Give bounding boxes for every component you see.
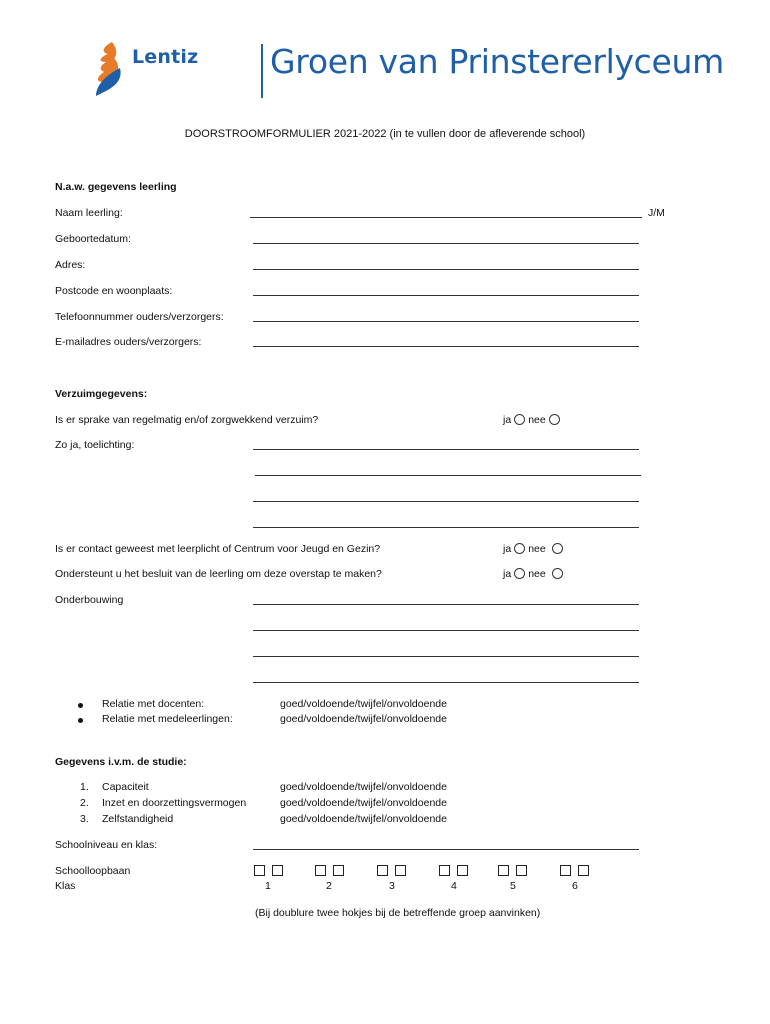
q-leerplicht-options bbox=[503, 543, 566, 555]
label-capaciteit: Capaciteit bbox=[102, 781, 149, 793]
school-name: Groen van Prinstererlyceum bbox=[270, 42, 724, 81]
label-zelfstandigheid: Zelfstandigheid bbox=[102, 813, 174, 825]
scale-relatie-medeleerlingen[interactable]: goed/voldoende/twijfel/onvoldoende bbox=[280, 713, 447, 725]
checkbox-klas-3a[interactable] bbox=[377, 865, 388, 876]
doublure-note: (Bij doublure twee hokjes bij de betreffende groep aanvinken) bbox=[255, 907, 541, 919]
lentiz-logo bbox=[90, 40, 220, 102]
label-postcode: Postcode en woonplaats: bbox=[55, 285, 173, 297]
label-naam: Naam leerling: bbox=[55, 207, 123, 219]
label-email: E-mailadres ouders/verzorgers: bbox=[55, 336, 202, 348]
label-relatie-docenten: Relatie met docenten: bbox=[102, 698, 205, 710]
checkbox-klas-5b[interactable] bbox=[516, 865, 527, 876]
label-adres: Adres: bbox=[55, 259, 86, 271]
label-inzet: Inzet en doorzettingsvermogen bbox=[102, 797, 247, 809]
checkbox-klas-2a[interactable] bbox=[315, 865, 326, 876]
label-schoolloopbaan: Schoolloopbaan bbox=[55, 865, 131, 877]
field-toelichting-3[interactable] bbox=[253, 501, 639, 502]
verzuim-heading: Verzuimgegevens: bbox=[55, 388, 148, 400]
checkbox-klas-2b[interactable] bbox=[333, 865, 344, 876]
field-onderbouwing-4[interactable] bbox=[253, 682, 639, 683]
nee-label: nee bbox=[528, 414, 546, 426]
form-title: DOORSTROOMFORMULIER 2021-2022 (in te vullen door de afleverende school) bbox=[184, 128, 586, 140]
klas-number: 6 bbox=[572, 880, 578, 892]
bullet-icon bbox=[78, 703, 83, 708]
radio-leerplicht-ja[interactable] bbox=[514, 543, 525, 554]
label-klas: Klas bbox=[55, 880, 76, 892]
scale-capaciteit[interactable]: goed/voldoende/twijfel/onvoldoende bbox=[280, 781, 447, 793]
field-onderbouwing-1[interactable] bbox=[253, 604, 639, 605]
field-toelichting-4[interactable] bbox=[253, 527, 639, 528]
label-relatie-medeleerlingen: Relatie met medeleerlingen: bbox=[102, 713, 233, 725]
lentiz-flame-icon bbox=[90, 40, 132, 100]
field-onderbouwing-2[interactable] bbox=[253, 630, 639, 631]
nee-label: nee bbox=[528, 543, 546, 555]
klas-number: 1 bbox=[265, 880, 271, 892]
field-postcode[interactable] bbox=[253, 295, 639, 296]
checkbox-klas-3b[interactable] bbox=[395, 865, 406, 876]
scale-zelfstandigheid[interactable]: goed/voldoende/twijfel/onvoldoende bbox=[280, 813, 447, 825]
field-telefoon[interactable] bbox=[253, 321, 639, 322]
q-leerplicht: Is er contact geweest met leerplicht of Centrum voor Jeugd en Gezin? bbox=[55, 543, 381, 555]
checkbox-klas-4a[interactable] bbox=[439, 865, 450, 876]
checkbox-klas-6b[interactable] bbox=[578, 865, 589, 876]
item-number: 3. bbox=[80, 813, 89, 825]
scale-relatie-docenten[interactable]: goed/voldoende/twijfel/onvoldoende bbox=[280, 698, 447, 710]
label-toelichting: Zo ja, toelichting: bbox=[55, 439, 135, 451]
field-onderbouwing-3[interactable] bbox=[253, 656, 639, 657]
field-naam[interactable] bbox=[250, 217, 642, 218]
item-number: 2. bbox=[80, 797, 89, 809]
checkbox-klas-4b[interactable] bbox=[457, 865, 468, 876]
bullet-icon bbox=[78, 718, 83, 723]
scale-inzet[interactable]: goed/voldoende/twijfel/onvoldoende bbox=[280, 797, 447, 809]
klas-number: 4 bbox=[451, 880, 457, 892]
field-schoolniveau[interactable] bbox=[253, 849, 639, 850]
field-email[interactable] bbox=[253, 346, 639, 347]
klas-number: 3 bbox=[389, 880, 395, 892]
checkbox-klas-5a[interactable] bbox=[498, 865, 509, 876]
field-adres[interactable] bbox=[253, 269, 639, 270]
lentiz-brand-text: Lentiz bbox=[132, 46, 199, 68]
ja-label: ja bbox=[503, 414, 512, 426]
gender-suffix: J/M bbox=[648, 207, 665, 219]
naw-heading: N.a.w. gegevens leerling bbox=[55, 181, 177, 193]
radio-leerplicht-nee[interactable] bbox=[552, 543, 563, 554]
klas-number: 2 bbox=[326, 880, 332, 892]
q-verzuim: Is er sprake van regelmatig en/of zorgwekkend verzuim? bbox=[55, 414, 319, 426]
field-toelichting-1[interactable] bbox=[253, 449, 639, 450]
label-onderbouwing: Onderbouwing bbox=[55, 594, 124, 606]
checkbox-klas-1b[interactable] bbox=[272, 865, 283, 876]
checkbox-klas-6a[interactable] bbox=[560, 865, 571, 876]
radio-overstap-nee[interactable] bbox=[552, 568, 563, 579]
studie-heading: Gegevens i.v.m. de studie: bbox=[55, 756, 187, 768]
nee-label: nee bbox=[528, 568, 546, 580]
q-verzuim-options bbox=[503, 414, 563, 426]
label-geboortedatum: Geboortedatum: bbox=[55, 233, 131, 245]
field-geboortedatum[interactable] bbox=[253, 243, 639, 244]
q-overstap-options bbox=[503, 568, 566, 580]
item-number: 1. bbox=[80, 781, 89, 793]
header-divider bbox=[261, 44, 263, 98]
klas-number: 5 bbox=[510, 880, 516, 892]
radio-verzuim-nee[interactable] bbox=[549, 414, 560, 425]
field-toelichting-2[interactable] bbox=[255, 475, 641, 476]
q-overstap: Ondersteunt u het besluit van de leerling om deze overstap te maken? bbox=[55, 568, 382, 580]
ja-label: ja bbox=[503, 543, 512, 555]
label-schoolniveau: Schoolniveau en klas: bbox=[55, 839, 158, 851]
ja-label: ja bbox=[503, 568, 512, 580]
radio-overstap-ja[interactable] bbox=[514, 568, 525, 579]
radio-verzuim-ja[interactable] bbox=[514, 414, 525, 425]
checkbox-klas-1a[interactable] bbox=[254, 865, 265, 876]
label-telefoon: Telefoonnummer ouders/verzorgers: bbox=[55, 311, 224, 323]
